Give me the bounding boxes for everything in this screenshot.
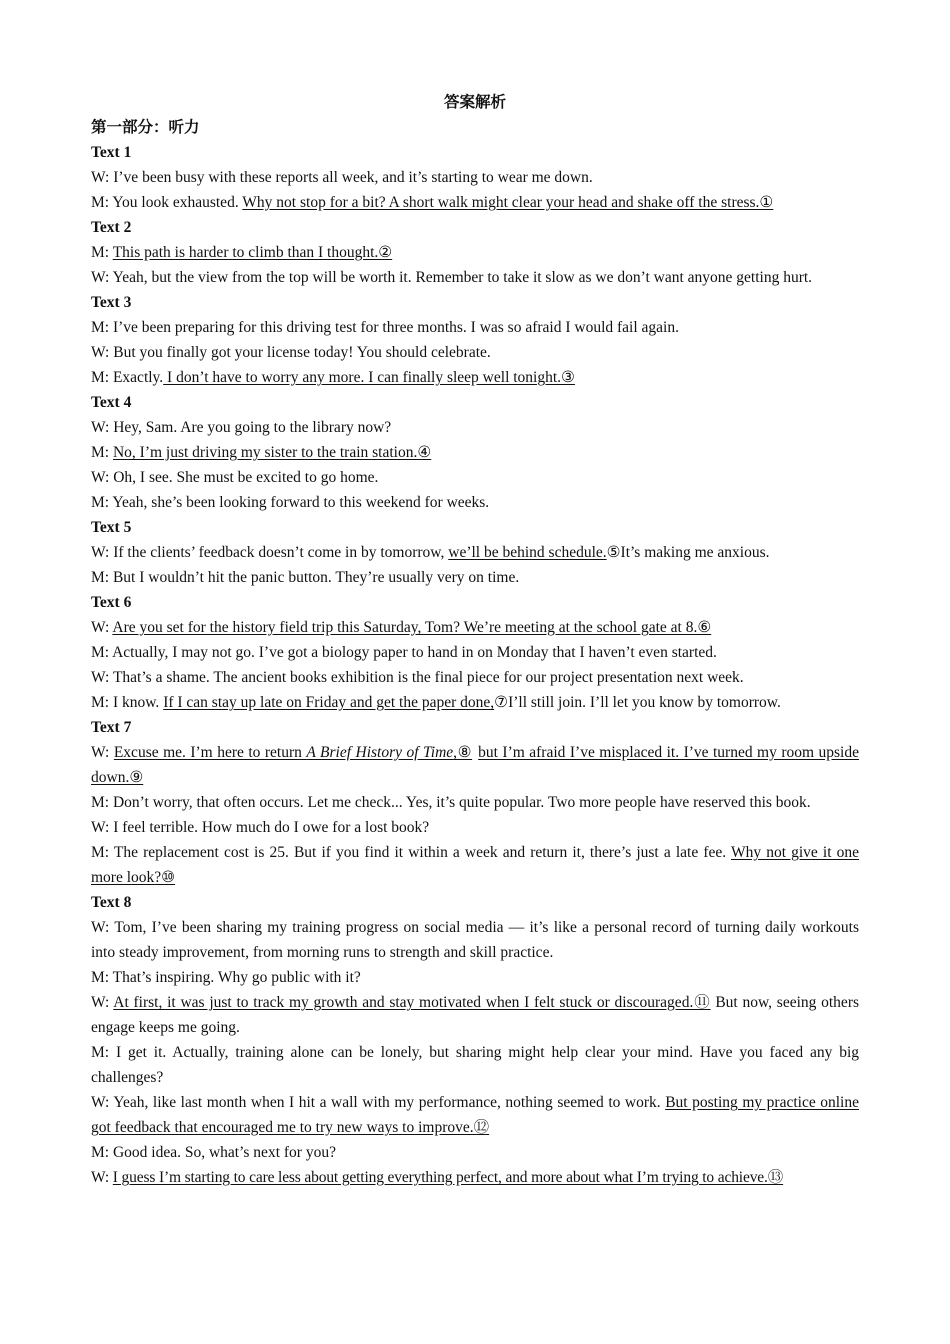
underlined-answer: but I’m afraid I’ve misplaced it. I’ve turned my room upside down.⑨ [91,744,859,786]
dialogue-line: W: Yeah, but the view from the top will be worth it. Remember to take it slow as we don’t want anyone getting hurt. [91,269,813,286]
underlined-answer: This path is harder to climb than I thought.② [112,244,393,261]
dialogue-line: M: No, I’m just driving my sister to the train station.④ [91,444,432,461]
underlined-answer: I don’t have to worry any more. I can finally sleep well tonight.③ [163,369,575,386]
underlined-answer: If I can stay up late on Friday and get the paper done, [163,694,495,711]
section-heading: 第一部分：听力 [91,119,200,136]
dialogue-line: W: I guess I’m starting to care less about getting everything perfect, and more about what I’m trying to achieve.⑬ [91,1169,784,1186]
dialogue-line: W: Are you set for the history field trip this Saturday, Tom? We’re meeting at the school gate at 8.⑥ [91,619,712,636]
dialogue-line: M: The replacement cost is 25. But if you find it within a week and return it, there’s just a late fee. Why not give it one more look?⑩ [91,844,860,886]
dialogue-line: W: But you finally got your license today! You should celebrate. [91,344,491,361]
dialogue-line: W: Tom, I’ve been sharing my training progress on social media — it’s like a personal record of turning daily workouts into steady improvement, from morning runs to strength and skill practice. [91,919,859,961]
text-heading: Text 7 [91,719,132,736]
dialogue-line: M: This path is harder to climb than I thought.② [91,244,393,261]
dialogue-line: W: I’ve been busy with these reports all week, and it’s starting to wear me down. [91,169,593,186]
page-title: 答案解析 [443,94,506,111]
dialogue-line: M: Exactly. I don’t have to worry any more. I can finally sleep well tonight.③ [91,369,575,386]
underlined-answer: Are you set for the history field trip this Saturday, Tom? We’re meeting at the school gate at 8.⑥ [112,619,712,636]
underlined-answer: But posting my practice online got feedback that encouraged me to try new ways to improve.⑫ [91,1094,859,1136]
dialogue-line: M: Yeah, she’s been looking forward to this weekend for weeks. [91,494,490,511]
dialogue-line: M: I’ve been preparing for this driving test for three months. I was so afraid I would fail again. [91,319,679,336]
underlined-answer: No, I’m just driving my sister to the train station.④ [112,444,432,461]
dialogue-line: M: I get it. Actually, training alone can be lonely, but sharing might help clear your mind. Have you faced any big challenges? [91,1044,859,1086]
underlined-answer: I guess I’m starting to care less about getting everything perfect, and more about what I’m trying to achieve.⑬ [112,1169,784,1186]
underlined-answer: ,⑧ [453,744,473,761]
dialogue-line: W: That’s a shame. The ancient books exhibition is the final piece for our project presentation next week. [91,669,744,686]
answer-document [91,90,859,1190]
dialogue-line: M: But I wouldn’t hit the panic button. They’re usually very on time. [91,569,520,586]
dialogue-line: W: Excuse me. I’m here to return A Brief History of Time,⑧ but I’m afraid I’ve misplaced it. I’ve turned my room upside down.⑨ [91,744,859,786]
dialogue-line: M: Don’t worry, that often occurs. Let me check... Yes, it’s quite popular. Two more people have reserved this book. [91,794,811,811]
underlined-answer: At first, it was just to track my growth and stay motivated when I felt stuck or discouraged.⑪ [113,994,711,1011]
text-heading: Text 2 [91,219,132,236]
dialogue-line: W: Hey, Sam. Are you going to the library now? [91,419,392,436]
dialogue-line: M: You look exhausted. Why not stop for a bit? A short walk might clear your head and shake off the stress.① [91,194,774,211]
text-heading: Text 1 [91,144,132,161]
dialogue-line: W: Yeah, like last month when I hit a wall with my performance, nothing seemed to work. But posting my practice online got feedback that encouraged me to try new ways to improve.⑫ [91,1094,859,1136]
text-heading: Text 6 [91,594,132,611]
text-heading: Text 4 [91,394,132,411]
dialogue-line: W: Oh, I see. She must be excited to go home. [91,469,379,486]
dialogue-line: W: At first, it was just to track my growth and stay motivated when I felt stuck or discouraged.⑪ But now, seeing others engage keeps me going. [91,994,860,1036]
underlined-answer: Why not stop for a bit? A short walk might clear your head and shake off the stress.① [242,194,774,211]
underlined-answer: Excuse me. I’m here to return [113,744,307,761]
book-title: A Brief History of Time [306,744,454,761]
underlined-answer: Why not give it one more look?⑩ [91,844,860,886]
dialogue-line: M: I know. If I can stay up late on Friday and get the paper done,⑦I’ll still join. I’ll let you know by tomorrow. [91,694,781,711]
dialogue-line: M: Good idea. So, what’s next for you? [91,1144,336,1161]
dialogue-line: M: Actually, I may not go. I’ve got a biology paper to hand in on Monday that I haven’t even started. [91,644,717,661]
text-heading: Text 3 [91,294,132,311]
text-heading: Text 5 [91,519,132,536]
text-heading: Text 8 [91,894,132,911]
dialogue-line: W: If the clients’ feedback doesn’t come in by tomorrow, we’ll be behind schedule.⑤It’s making me anxious. [91,544,770,561]
dialogue-line: W: I feel terrible. How much do I owe for a lost book? [91,819,430,836]
dialogue-line: M: That’s inspiring. Why go public with it? [91,969,361,986]
underlined-answer: we’ll be behind schedule. [448,544,607,561]
